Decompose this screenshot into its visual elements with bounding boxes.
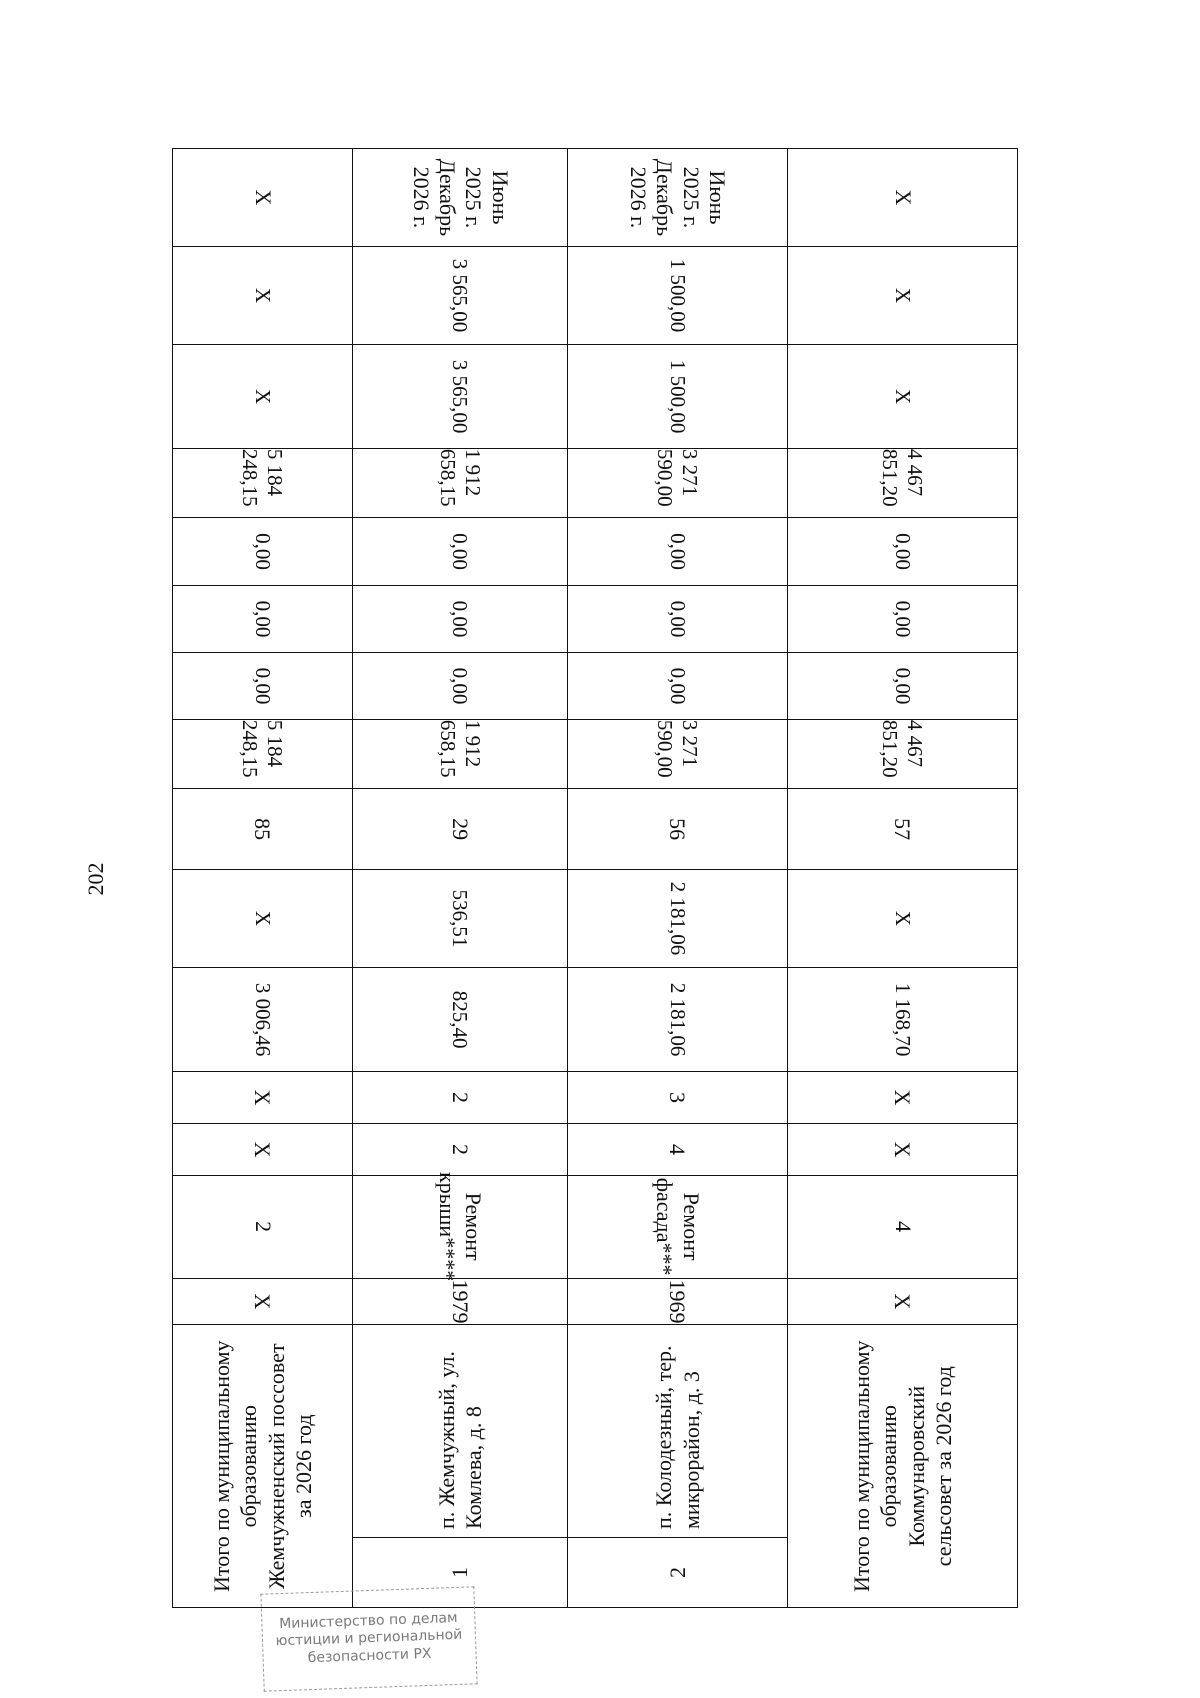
table-row [173,149,353,1608]
year-cell: Х [173,1279,353,1325]
area-cell: 3 006,46 [173,967,353,1071]
living-area-cell: Х [788,869,1018,967]
table-row [353,149,568,1608]
table-row [568,149,788,1608]
table-rotation-wrapper [172,148,1017,1608]
unit-cost-cell: Х [173,345,353,449]
living-area-cell: Х [173,869,353,967]
row-label-cell [788,1325,1018,1608]
period-cell: Х [173,149,353,247]
cost-budget-cell: 0,00 [568,586,788,653]
cost-total-cell: 5 184 248,15 [173,719,353,788]
row-number: 1 [353,1537,567,1607]
work-type-cell: Ремонт фасада*** [568,1175,788,1279]
living-area-cell: 536,51 [353,869,568,967]
cost-fund-cell: 0,00 [788,653,1018,720]
year-cell: Х [788,1279,1018,1325]
row-label-cell [173,1325,353,1608]
work-type-cell: 4 [788,1175,1018,1279]
unit-cost-cell: 3 565,00 [353,345,568,449]
stamp-line: Министерство по делам [278,1609,458,1632]
row-number: 2 [568,1537,787,1607]
cost-owners-cell: 5 184 248,15 [173,448,353,517]
period-cell: Июнь 2025 г. Декабрь 2026 г. [568,149,788,247]
living-area-cell: 2 181,06 [568,869,788,967]
cost-budget-cell: 0,00 [173,586,353,653]
cost-budget-cell: 0,00 [788,586,1018,653]
period-cell: Х [788,149,1018,247]
cost-total-cell: 4 467 851,20 [788,719,1018,788]
area-cell: 1 168,70 [788,967,1018,1071]
cost-budget-cell: 0,00 [353,586,568,653]
col4-cell: 4 [568,1123,788,1175]
cost-fund-cell: 0,00 [353,653,568,720]
address-label: п. Колодезный, тер. микрорайон, д. 3 [651,1345,704,1529]
max-unit-cost-cell: Х [173,247,353,345]
cost-local-cell: 0,00 [788,518,1018,586]
work-type-cell: Ремонт крыши**** [353,1175,568,1279]
cost-owners-cell: 3 271 590,00 [568,448,788,517]
residents-cell: 85 [173,789,353,870]
cost-owners-cell: 4 467 851,20 [788,448,1018,517]
area-cell: 2 181,06 [568,967,788,1071]
municipality-total-label: Итого по муниципальному образованию Жемчужненский поссовет за 2026 год [208,1340,316,1592]
col5-cell: Х [788,1071,1018,1123]
max-unit-cost-cell: 1 500,00 [568,247,788,345]
residents-cell: 57 [788,789,1018,870]
cost-owners-cell: 1 912 658,15 [353,448,568,517]
period-cell: Июнь 2025 г. Декабрь 2026 г. [353,149,568,247]
residents-cell: 56 [568,789,788,870]
cost-fund-cell: 0,00 [173,653,353,720]
cost-total-cell: 3 271 590,00 [568,719,788,788]
unit-cost-cell: Х [788,345,1018,449]
cost-local-cell: 0,00 [173,518,353,586]
col5-cell: Х [173,1071,353,1123]
residents-cell: 29 [353,789,568,870]
area-cell: 825,40 [353,967,568,1071]
col5-cell: 2 [353,1071,568,1123]
year-cell: 1979 [353,1279,568,1325]
cost-total-cell: 1 912 658,15 [353,719,568,788]
work-type-cell: 2 [173,1175,353,1279]
year-cell: 1969 [568,1279,788,1325]
page-number: 202 [83,862,108,896]
municipality-total-label: Итого по муниципальному образованию Коммунаровский сельсовет за 2026 год [848,1340,956,1592]
cost-fund-cell: 0,00 [568,653,788,720]
address-label: п. Жемчужный, ул. Комлева, д. 8 [433,1351,486,1529]
unit-cost-cell: 1 500,00 [568,345,788,449]
col4-cell: Х [788,1123,1018,1175]
cost-local-cell: 0,00 [353,518,568,586]
col4-cell: 2 [353,1123,568,1175]
ministry-stamp [260,1586,477,1691]
table-sheet [172,148,1017,1608]
table-row [788,149,1018,1608]
max-unit-cost-cell: Х [788,247,1018,345]
stamp-line: юстиции и региональной [275,1626,463,1650]
stamp-line: безопасности РХ [307,1645,432,1666]
col5-cell: 3 [568,1071,788,1123]
row-label-cell [568,1325,788,1608]
row-label-cell [353,1325,568,1608]
cost-local-cell: 0,00 [568,518,788,586]
max-unit-cost-cell: 3 565,00 [353,247,568,345]
col4-cell: Х [173,1123,353,1175]
repair-schedule-table [172,148,1018,1608]
